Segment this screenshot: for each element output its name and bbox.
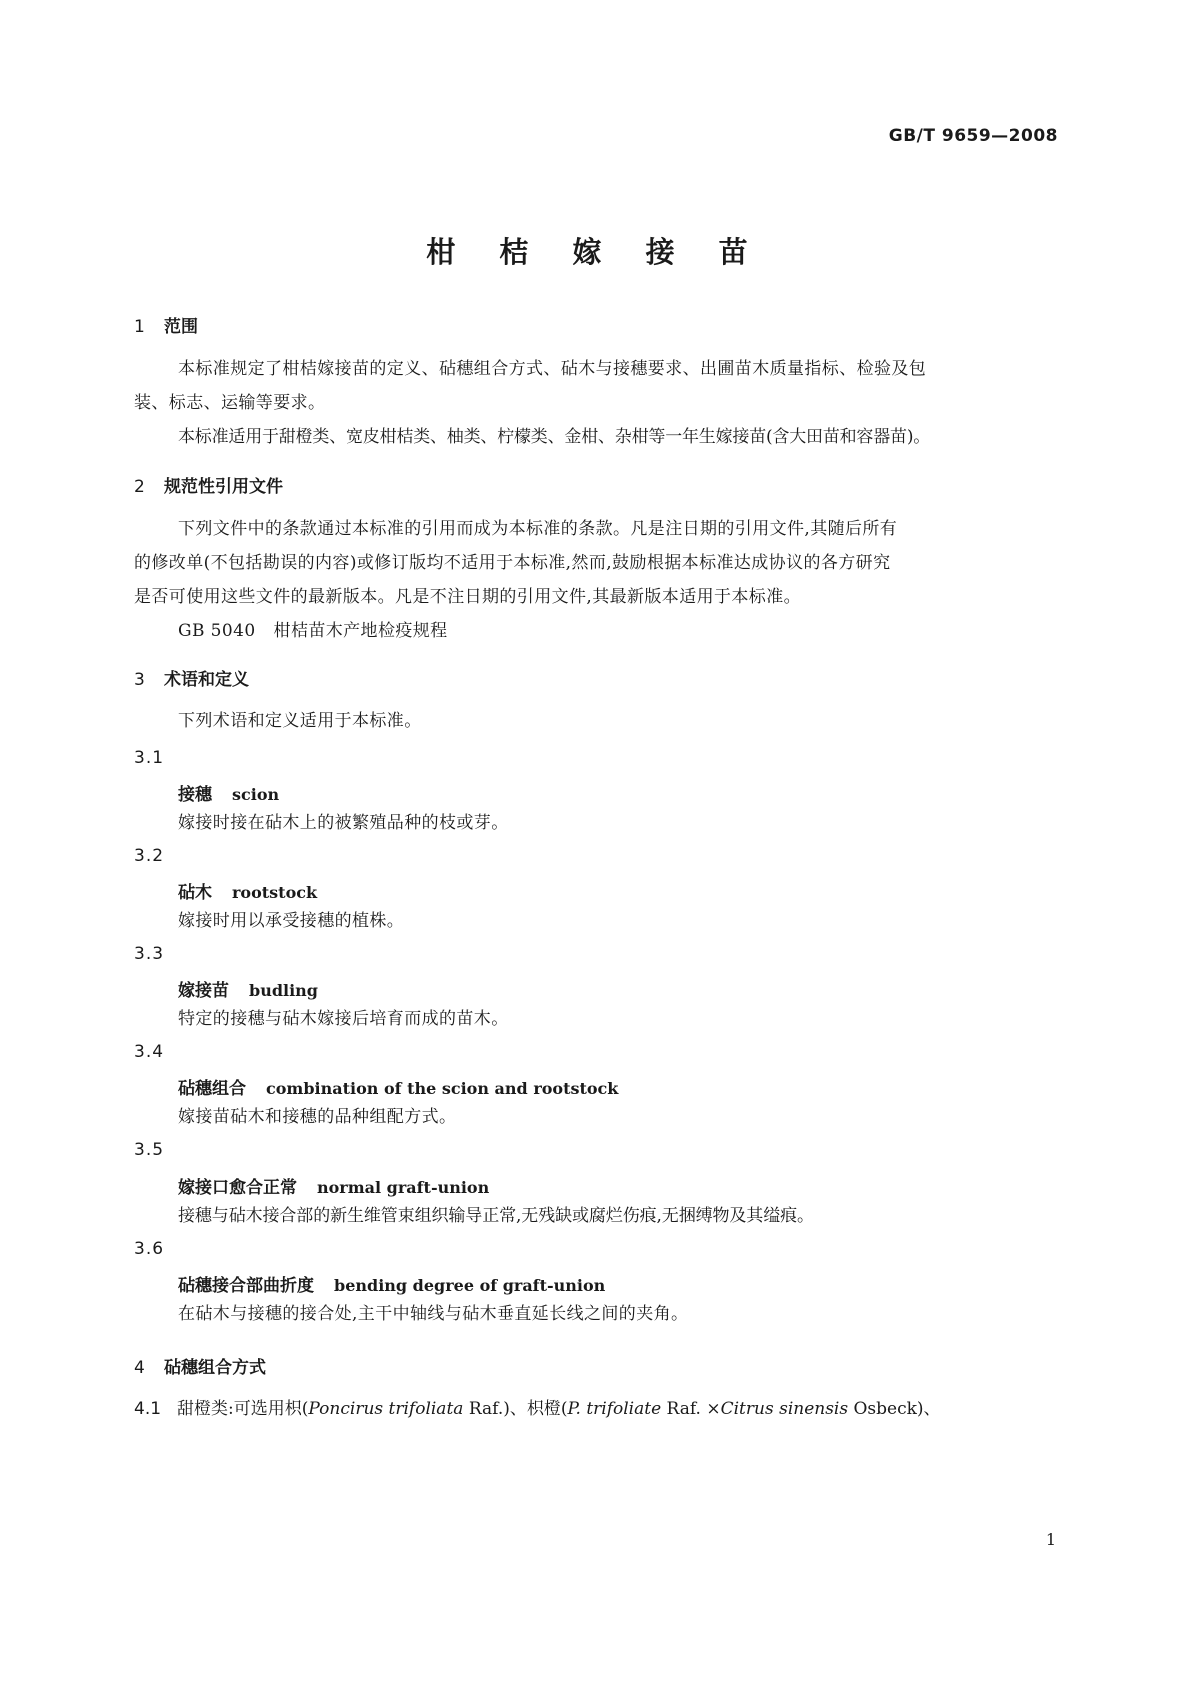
term-en: bending degree of graft-union [334,1276,606,1295]
paragraph-scope-1-cont: 装、标志、运输等要求。 [134,393,326,413]
term-heading [178,1074,618,1099]
term-cn: 砧穗接合部曲折度 [178,1276,314,1296]
document-title: 柑 桔 嫁 接 苗 [426,235,765,269]
section-title: 范围 [164,317,198,337]
document-code: GB/T 9659—2008 [888,126,1058,146]
term-heading [178,976,318,1001]
term-en: budling [249,981,318,1000]
term-heading [178,1271,605,1296]
reference-code: GB 5040 [178,621,256,641]
section-number: 4 [134,1358,145,1378]
term-definition: 在砧木与接穗的接合处,主干中轴线与砧木垂直延长线之间的夹角。 [178,1304,689,1324]
section-4-heading [134,1353,266,1378]
term-number: 3.3 [134,944,165,964]
reference-title: 柑桔苗木产地检疫规程 [273,621,448,641]
term-heading [178,878,317,903]
term-cn: 接穗 [178,785,212,805]
section-3-heading [134,665,249,690]
paragraph-scope-2: 本标准适用于甜橙类、宽皮柑桔类、柚类、柠檬类、金柑、杂柑等一年生嫁接苗(含大田苗和容器苗)。 [178,427,931,447]
term-en: combination of the scion and rootstock [266,1079,619,1098]
term-number: 3.4 [134,1042,165,1062]
clause-text: Raf.)、枳橙( [463,1399,568,1419]
species-name: Citrus sinensis [720,1399,849,1419]
clause-text: Osbeck)、 [848,1399,941,1419]
term-number: 3.1 [134,748,165,768]
page-number: 1 [1045,1530,1056,1549]
section-2-heading [134,472,283,497]
term-en: scion [232,785,280,804]
section-number: 2 [134,477,145,497]
term-cn: 嫁接苗 [178,981,229,1001]
clause-4-1 [134,1392,1058,1426]
term-number: 3.6 [134,1239,165,1259]
term-definition: 嫁接时接在砧木上的被繁殖品种的枝或芽。 [178,813,509,833]
paragraph-scope-1: 本标准规定了柑桔嫁接苗的定义、砧穗组合方式、砧木与接穗要求、出圃苗木质量指标、检验及包 [178,359,927,379]
paragraph-terms-intro: 下列术语和定义适用于本标准。 [178,711,422,731]
clause-text: 甜橙类:可选用枳( [177,1399,309,1419]
section-title: 规范性引用文件 [164,477,283,497]
term-cn: 砧穗组合 [178,1079,246,1099]
section-title: 术语和定义 [164,670,249,690]
paragraph-refs-3: 是否可使用这些文件的最新版本。凡是不注日期的引用文件,其最新版本适用于本标准。 [134,587,802,607]
clause-number: 4.1 [134,1399,162,1419]
term-en: normal graft-union [317,1178,490,1197]
term-definition: 嫁接时用以承受接穗的植株。 [178,911,405,931]
clause-text: Raf. × [661,1399,721,1419]
species-name: Poncirus trifoliata [308,1399,464,1419]
term-heading [178,1173,489,1198]
section-number: 1 [134,317,145,337]
term-definition: 嫁接苗砧木和接穗的品种组配方式。 [178,1107,457,1127]
term-heading [178,780,279,805]
section-title: 砧穗组合方式 [164,1358,266,1378]
term-number: 3.5 [134,1140,165,1160]
section-number: 3 [134,670,145,690]
term-definition: 接穗与砧木接合部的新生维管束组织输导正常,无残缺或腐烂伤痕,无捆缚物及其缢痕。 [178,1206,814,1226]
paragraph-refs-1: 下列文件中的条款通过本标准的引用而成为本标准的条款。凡是注日期的引用文件,其随后所有 [178,519,898,539]
term-definition: 特定的接穗与砧木嫁接后培育而成的苗木。 [178,1009,509,1029]
paragraph-refs-2: 的修改单(不包括勘误的内容)或修订版均不适用于本标准,然而,鼓励根据本标准达成协议的各方研究 [134,553,891,573]
term-cn: 嫁接口愈合正常 [178,1178,297,1198]
reference-entry [178,614,1058,648]
term-number: 3.2 [134,846,165,866]
section-1-heading [134,312,198,337]
term-cn: 砧木 [178,883,212,903]
species-name: P. trifoliate [567,1399,662,1419]
term-en: rootstock [232,883,318,902]
